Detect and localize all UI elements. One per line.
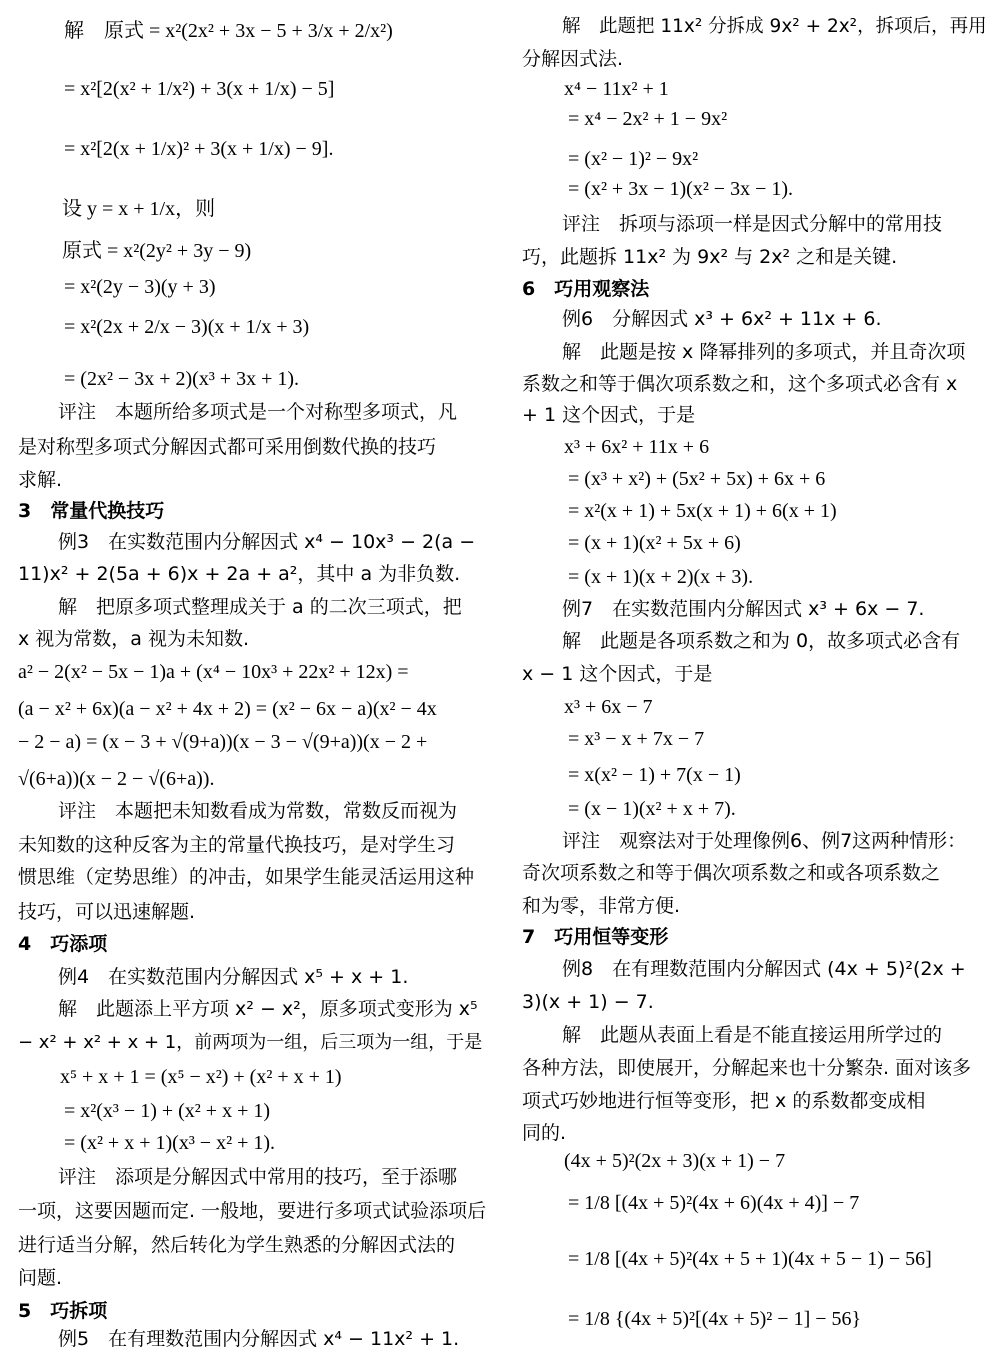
text-line: 分解因式法. [522, 48, 624, 70]
text-line: 技巧，可以迅速解题. [18, 901, 196, 923]
text-line: 未知数的这种反客为主的常量代换技巧，是对学生习 [18, 834, 456, 856]
equation-line: x³ + 6x² + 11x + 6 [564, 436, 710, 458]
section-heading: 5 巧拆项 [18, 1300, 108, 1322]
text-line: 各种方法，即使展开，分解起来也十分繁杂. 面对该多 [522, 1057, 972, 1079]
equation-line: x³ + 6x − 7 [564, 696, 653, 718]
equation-line: = 1/8 [(4x + 5)²(4x + 5 + 1)(4x + 5 − 1) − 56] [568, 1248, 932, 1270]
text-line: 例8 在有理数范围内分解因式 (4x + 5)²(2x + [562, 958, 966, 980]
text-line: 解 此题是各项系数之和为 0，故多项式必含有 [562, 630, 961, 652]
text-line: 例6 分解因式 x³ + 6x² + 11x + 6. [562, 308, 882, 330]
text-line: 评注 添项是分解因式中常用的技巧，至于添哪 [58, 1166, 458, 1188]
text-line: 巧，此题拆 11x² 为 9x² 与 2x² 之和是关键. [522, 246, 898, 268]
text-line: 3)(x + 1) − 7. [522, 991, 654, 1013]
equation-line: = 1/8 {(4x + 5)²[(4x + 5)² − 1] − 56} [568, 1308, 862, 1330]
equation-line: = (x + 1)(x² + 5x + 6) [568, 532, 741, 554]
equation-line: = (x² + 3x − 1)(x² − 3x − 1). [568, 178, 794, 200]
equation-line: √(6+a))(x − 2 − √(6+a)). [18, 768, 215, 790]
text-line: 解 此题把 11x² 分拆成 9x² + 2x²，拆项后，再用 [562, 16, 987, 37]
equation-line: = x⁴ − 2x² + 1 − 9x² [568, 108, 728, 130]
section-heading: 6 巧用观察法 [522, 278, 650, 300]
section-heading: 7 巧用恒等变形 [522, 926, 669, 948]
equation-line: (4x + 5)²(2x + 3)(x + 1) − 7 [564, 1150, 786, 1172]
text-line: 例7 在实数范围内分解因式 x³ + 6x − 7. [562, 598, 925, 620]
section-heading: 3 常量代换技巧 [18, 500, 165, 522]
equation-line: = x²[2(x² + 1/x²) + 3(x + 1/x) − 5] [64, 78, 335, 100]
equation-line: = (x³ + x²) + (5x² + 5x) + 6x + 6 [568, 468, 826, 490]
equation-line: = (x² + x + 1)(x³ − x² + 1). [64, 1132, 276, 1154]
text-line: 评注 拆项与添项一样是因式分解中的常用技 [562, 213, 943, 235]
text-line: 评注 观察法对于处理像例6、例7这两种情形： [562, 830, 967, 852]
text-line: 解 把原多项式整理成关于 a 的二次三项式，把 [58, 596, 462, 618]
section-heading: 4 巧添项 [18, 933, 108, 955]
text-line: 求解. [18, 469, 63, 491]
text-line: 解 此题添上平方项 x² − x²，原多项式变形为 x⁵ [58, 998, 478, 1020]
text-line: 例5 在有理数范围内分解因式 x⁴ − 11x² + 1. [58, 1328, 460, 1350]
text-line: 和为零，非常方便. [522, 895, 681, 917]
text-line: 例3 在实数范围内分解因式 x⁴ − 10x³ − 2(a − [58, 531, 476, 553]
equation-line: − 2 − a) = (x − 3 + √(9+a))(x − 3 − √(9+a))(x − 2 + [18, 731, 428, 753]
text-line: 系数之和等于偶次项系数之和，这个多项式必含有 x [522, 373, 958, 395]
equation-line: = x³ − x + 7x − 7 [568, 728, 705, 750]
text-line: 评注 本题把未知数看成为常数，常数反而视为 [58, 800, 458, 822]
text-line: 奇次项系数之和等于偶次项系数之和或各项系数之 [522, 862, 941, 884]
equation-line: = x²(x + 1) + 5x(x + 1) + 6(x + 1) [568, 500, 837, 522]
text-line: 同的. [522, 1122, 567, 1144]
text-line: 进行适当分解，然后转化为学生熟悉的分解因式法的 [18, 1234, 456, 1256]
equation-line: = x²[2(x + 1/x)² + 3(x + 1/x) − 9]. [64, 138, 334, 160]
equation-line: x⁴ − 11x² + 1 [564, 78, 669, 100]
equation-line: = (x − 1)(x² + x + 7). [568, 798, 736, 820]
text-line: 11)x² + 2(5a + 6)x + 2a + a²，其中 a 为非负数. [18, 563, 461, 585]
text-line: 项式巧妙地进行恒等变形，把 x 的系数都变成相 [522, 1090, 926, 1112]
text-line: 是对称型多项式分解因式都可采用倒数代换的技巧 [18, 436, 437, 458]
equation-line: 解 原式 = x²(2x² + 3x − 5 + 3/x + 2/x²) [64, 20, 393, 42]
text-line: 一项，这要因题而定. 一般地，要进行多项式试验添项后 [18, 1200, 487, 1222]
equation-line: = (x + 1)(x + 2)(x + 3). [568, 566, 754, 588]
text-line: 问题. [18, 1267, 63, 1289]
equation-line: x⁵ + x + 1 = (x⁵ − x²) + (x² + x + 1) [60, 1066, 342, 1088]
text-line: 解 此题是按 x 降幂排列的多项式，并且奇次项 [562, 341, 966, 363]
equation-line: = x(x² − 1) + 7(x − 1) [568, 764, 741, 786]
equation-line: a² − 2(x² − 5x − 1)a + (x⁴ − 10x³ + 22x² + 12x) = [18, 661, 409, 683]
text-line: + 1 这个因式，于是 [522, 404, 696, 426]
equation-line: (a − x² + 6x)(a − x² + 4x + 2) = (x² − 6x − a)(x² − 4x [18, 698, 437, 720]
equation-line: = (2x² − 3x + 2)(x³ + 3x + 1). [64, 368, 300, 390]
text-line: 惯思维（定势思维）的冲击，如果学生能灵活运用这种 [18, 866, 475, 888]
text-line: 评注 本题所给多项式是一个对称型多项式，凡 [58, 401, 458, 423]
equation-line: = 1/8 [(4x + 5)²(4x + 6)(4x + 4)] − 7 [568, 1192, 860, 1214]
equation-line: 设 y = x + 1/x，则 [62, 198, 216, 220]
equation-line: = x²(2y − 3)(y + 3) [64, 276, 216, 298]
equation-line: 原式 = x²(2y² + 3y − 9) [62, 240, 252, 262]
equation-line: = x²(2x + 2/x − 3)(x + 1/x + 3) [64, 316, 310, 338]
equation-line: = (x² − 1)² − 9x² [568, 148, 699, 170]
text-line: 解 此题从表面上看是不能直接运用所学过的 [562, 1024, 943, 1046]
text-line: x 视为常数，a 视为未知数. [18, 628, 250, 650]
text-line: − x² + x² + x + 1，前两项为一组，后三项为一组，于是 [18, 1032, 483, 1053]
text-line: x − 1 这个因式，于是 [522, 663, 713, 685]
text-line: 例4 在实数范围内分解因式 x⁵ + x + 1. [58, 966, 409, 988]
equation-line: = x²(x³ − 1) + (x² + x + 1) [64, 1100, 271, 1122]
